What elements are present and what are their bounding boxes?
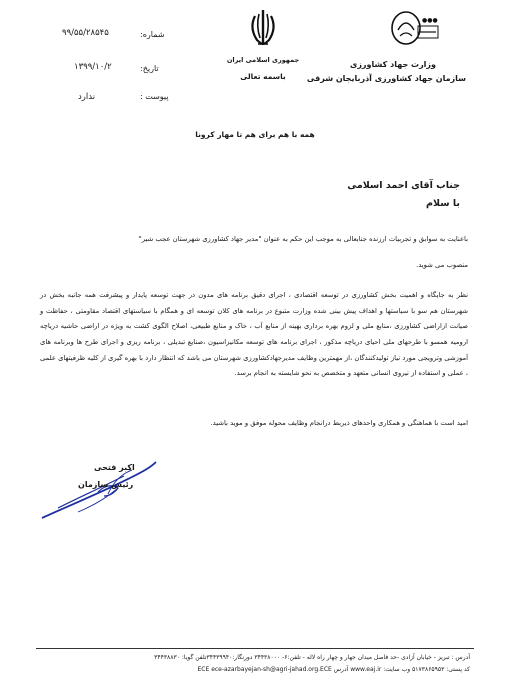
number-value: ۹۹/۵۵/۲۸۵۴۵ xyxy=(62,28,109,38)
paragraph-text: امید است با هماهنگی و همکاری واحدهای ذیربط درانجام وظایف محوله موفق و موید باشید. xyxy=(210,419,468,427)
ministry-logo-icon xyxy=(388,8,440,54)
slogan: همه با هم برای هم تا مهار کرونا xyxy=(195,130,315,139)
footer-address: آدرس : تبریز - خیابان آزادی -حد فاصل میدان جهار و چهار راه لاله - تلفن:۶- ۳۴۴۳۸۰۰۰ دورنگار:۳۴۴۳۹۹۴۰تلفن گویا: ۳۴۴۳۸۸۳۰ xyxy=(154,654,470,661)
paragraph xyxy=(40,288,468,382)
paragraph-text: باعنایت به سوابق و تجربیات ارزنده جنابعالی به موجب این حکم به عنوان "مدیر جهاد کشاورزی شهرستان عجب شیر" xyxy=(138,235,468,243)
date-value: ۱۳۹۹/۱۰/۲ xyxy=(74,62,112,72)
date-label: تاریخ: xyxy=(140,64,159,73)
signatory-title: رئیس سازمان xyxy=(78,480,134,489)
svg-text:●●●: ●●● xyxy=(422,17,438,24)
number-label: شماره: xyxy=(140,30,165,39)
motto: باسمه تعالی xyxy=(240,72,286,81)
ministry-name: وزارت جهاد کشاورزی xyxy=(349,60,436,69)
addressee: جناب آقای احمد اسلامی xyxy=(347,180,460,191)
paragraph xyxy=(40,262,468,269)
attachment-value: ندارد xyxy=(78,92,96,102)
footer-divider xyxy=(36,648,474,649)
attachment-label: پیوست : xyxy=(140,92,169,101)
paragraph xyxy=(40,236,468,243)
signatory-name: اکبر فتحی xyxy=(94,463,135,472)
footer-contact: کد پستی: ۵۱۷۳۸۶۵۹۵۳ وب سایت: www.eaj.ir آدرس ECE ece-azarbayejan-sh@agri-jahad.org.ECE xyxy=(197,666,470,673)
paragraph xyxy=(40,420,468,427)
paragraph-text: نظر به جایگاه و اهمیت بخش کشاورزی در توسعه اقتصادی ، اجرای دقیق برنامه های مدون در جهت توسعه پایدار و پیشرفت همه جانبه بخش در شهرستان هم سو با سیاستها و اهداف پیش بینی شده وزارت متبوع در برنامه های کلان توسعه ای و همگام با سیاستهای اقتصاد مقاومتی ، حفاظت و صیانت ازاراضی کشاورزی ،منابع ملی و لزوم بهره برداری بهینه از منابع آب ، خاک و منابع طبیعی، اصلاح الگوی کشت به ویژه در اراضی حاشیه دریاچه ارومیه همسو با طرحهای ملی احیای دریاچه مذکور ، اجرای برنامه های توسعه مکانیزاسیون ،صنایع تبدیلی ، برنامه ریزی و اجرای طرح ها وبرنامه های آموزشی وترویجی مورد نیاز تولیدکنندگان ،از مهمترین وظایف مدیرجهادکشاورزی شهرستان می باشد که انتظار دارد با بهره گیری از کلیه ظرفیتهای علمی ، عملی و استفاده از نیروی انسانی متعهد و متخصص به نحو شایسته به انجام برسد. xyxy=(40,291,468,378)
national-emblem-icon xyxy=(246,8,280,48)
paragraph-text: منصوب می شوید. xyxy=(416,261,468,269)
country-name: جمهوری اسلامی ایران xyxy=(226,56,300,64)
organization-name: سازمان جهاد کشاورزی آذربایجان شرقی xyxy=(306,74,466,83)
greeting: با سلام xyxy=(426,198,460,209)
